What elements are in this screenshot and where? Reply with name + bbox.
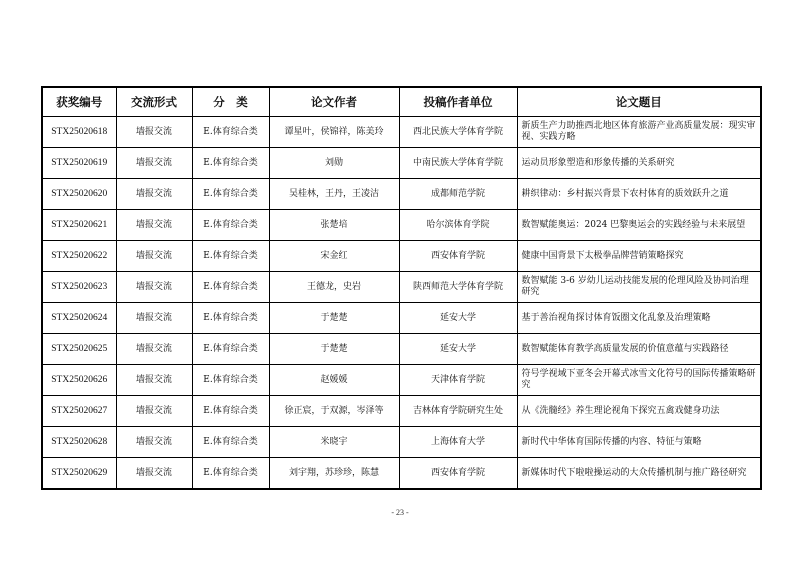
cell-authors: 王德龙，史岩	[269, 272, 399, 303]
cell-award-id: STX25020622	[42, 241, 116, 272]
cell-form: 墙报交流	[116, 303, 192, 334]
cell-award-id: STX25020625	[42, 334, 116, 365]
cell-category: E.体育综合类	[192, 365, 269, 396]
cell-category: E.体育综合类	[192, 458, 269, 490]
table-row	[42, 365, 761, 396]
cell-category: E.体育综合类	[192, 396, 269, 427]
cell-title: 运动员形象塑造和形象传播的关系研究	[517, 148, 761, 179]
cell-award-id: STX25020629	[42, 458, 116, 490]
table-row	[42, 303, 761, 334]
cell-title: 健康中国背景下太极拳品牌营销策略探究	[517, 241, 761, 272]
cell-form: 墙报交流	[116, 148, 192, 179]
table-row	[42, 179, 761, 210]
cell-authors: 赵媛媛	[269, 365, 399, 396]
cell-title: 新时代中华体育国际传播的内容、特征与策略	[517, 427, 761, 458]
cell-form: 墙报交流	[116, 210, 192, 241]
cell-category: E.体育综合类	[192, 179, 269, 210]
cell-unit: 西安体育学院	[399, 241, 517, 272]
table-row	[42, 241, 761, 272]
table-row	[42, 458, 761, 490]
cell-authors: 徐正宸，于双源，岑泽等	[269, 396, 399, 427]
cell-authors: 于楚楚	[269, 303, 399, 334]
table-row	[42, 272, 761, 303]
cell-form: 墙报交流	[116, 241, 192, 272]
cell-unit: 延安大学	[399, 303, 517, 334]
cell-category: E.体育综合类	[192, 241, 269, 272]
cell-unit: 中南民族大学体育学院	[399, 148, 517, 179]
cell-unit: 哈尔滨体育学院	[399, 210, 517, 241]
cell-title: 基于善治视角探讨体育饭圈文化乱象及治理策略	[517, 303, 761, 334]
cell-unit: 上海体育大学	[399, 427, 517, 458]
cell-title: 新质生产力助推西北地区体育旅游产业高质量发展：现实审视、实践方略	[517, 117, 761, 148]
cell-award-id: STX25020623	[42, 272, 116, 303]
cell-authors: 刘勋	[269, 148, 399, 179]
cell-authors: 刘宇翔，苏珍珍，陈慧	[269, 458, 399, 490]
cell-unit: 陕西师范大学体育学院	[399, 272, 517, 303]
header-title: 论文题目	[517, 87, 761, 117]
cell-unit: 西安体育学院	[399, 458, 517, 490]
cell-unit: 延安大学	[399, 334, 517, 365]
cell-authors: 谭星叶，侯锦祥，陈美玲	[269, 117, 399, 148]
cell-award-id: STX25020620	[42, 179, 116, 210]
cell-award-id: STX25020626	[42, 365, 116, 396]
cell-form: 墙报交流	[116, 458, 192, 490]
cell-authors: 于楚楚	[269, 334, 399, 365]
cell-form: 墙报交流	[116, 396, 192, 427]
cell-category: E.体育综合类	[192, 148, 269, 179]
cell-form: 墙报交流	[116, 427, 192, 458]
cell-category: E.体育综合类	[192, 334, 269, 365]
cell-category: E.体育综合类	[192, 272, 269, 303]
cell-form: 墙报交流	[116, 117, 192, 148]
table-row	[42, 210, 761, 241]
header-category: 分 类	[192, 87, 269, 117]
award-table	[41, 86, 762, 490]
cell-form: 墙报交流	[116, 272, 192, 303]
cell-form: 墙报交流	[116, 334, 192, 365]
cell-unit: 吉林体育学院研究生处	[399, 396, 517, 427]
cell-award-id: STX25020624	[42, 303, 116, 334]
table-body	[42, 117, 761, 490]
cell-title: 符号学视域下亚冬会开幕式冰雪文化符号的国际传播策略研究	[517, 365, 761, 396]
cell-title: 数智赋能奥运：2024 巴黎奥运会的实践经验与未来展望	[517, 210, 761, 241]
table-row	[42, 117, 761, 148]
cell-award-id: STX25020618	[42, 117, 116, 148]
cell-form: 墙报交流	[116, 365, 192, 396]
header-authors: 论文作者	[269, 87, 399, 117]
cell-title: 耕织律动：乡村振兴背景下农村体育的质效跃升之道	[517, 179, 761, 210]
table-row	[42, 427, 761, 458]
cell-category: E.体育综合类	[192, 303, 269, 334]
header-award-id: 获奖编号	[42, 87, 116, 117]
cell-unit: 西北民族大学体育学院	[399, 117, 517, 148]
cell-unit: 成都师范学院	[399, 179, 517, 210]
header-unit: 投稿作者单位	[399, 87, 517, 117]
cell-award-id: STX25020627	[42, 396, 116, 427]
table-header-row	[42, 87, 761, 117]
cell-authors: 吴桂林，王丹，王凌洁	[269, 179, 399, 210]
cell-authors: 米晓宇	[269, 427, 399, 458]
cell-unit: 天津体育学院	[399, 365, 517, 396]
cell-title: 新媒体时代下啦啦操运动的大众传播机制与推广路径研究	[517, 458, 761, 490]
table-row	[42, 148, 761, 179]
cell-category: E.体育综合类	[192, 427, 269, 458]
cell-authors: 宋金红	[269, 241, 399, 272]
cell-title: 数智赋能 3-6 岁幼儿运动技能发展的伦理风险及协同治理研究	[517, 272, 761, 303]
cell-form: 墙报交流	[116, 179, 192, 210]
cell-title: 数智赋能体育教学高质量发展的价值意蕴与实践路径	[517, 334, 761, 365]
cell-award-id: STX25020628	[42, 427, 116, 458]
table-row	[42, 396, 761, 427]
cell-title: 从《洗髓经》养生理论视角下探究五禽戏健身功法	[517, 396, 761, 427]
cell-award-id: STX25020619	[42, 148, 116, 179]
cell-category: E.体育综合类	[192, 117, 269, 148]
header-form: 交流形式	[116, 87, 192, 117]
cell-category: E.体育综合类	[192, 210, 269, 241]
page-number: - 23 -	[391, 508, 409, 517]
table-row	[42, 334, 761, 365]
cell-award-id: STX25020621	[42, 210, 116, 241]
cell-authors: 张楚培	[269, 210, 399, 241]
